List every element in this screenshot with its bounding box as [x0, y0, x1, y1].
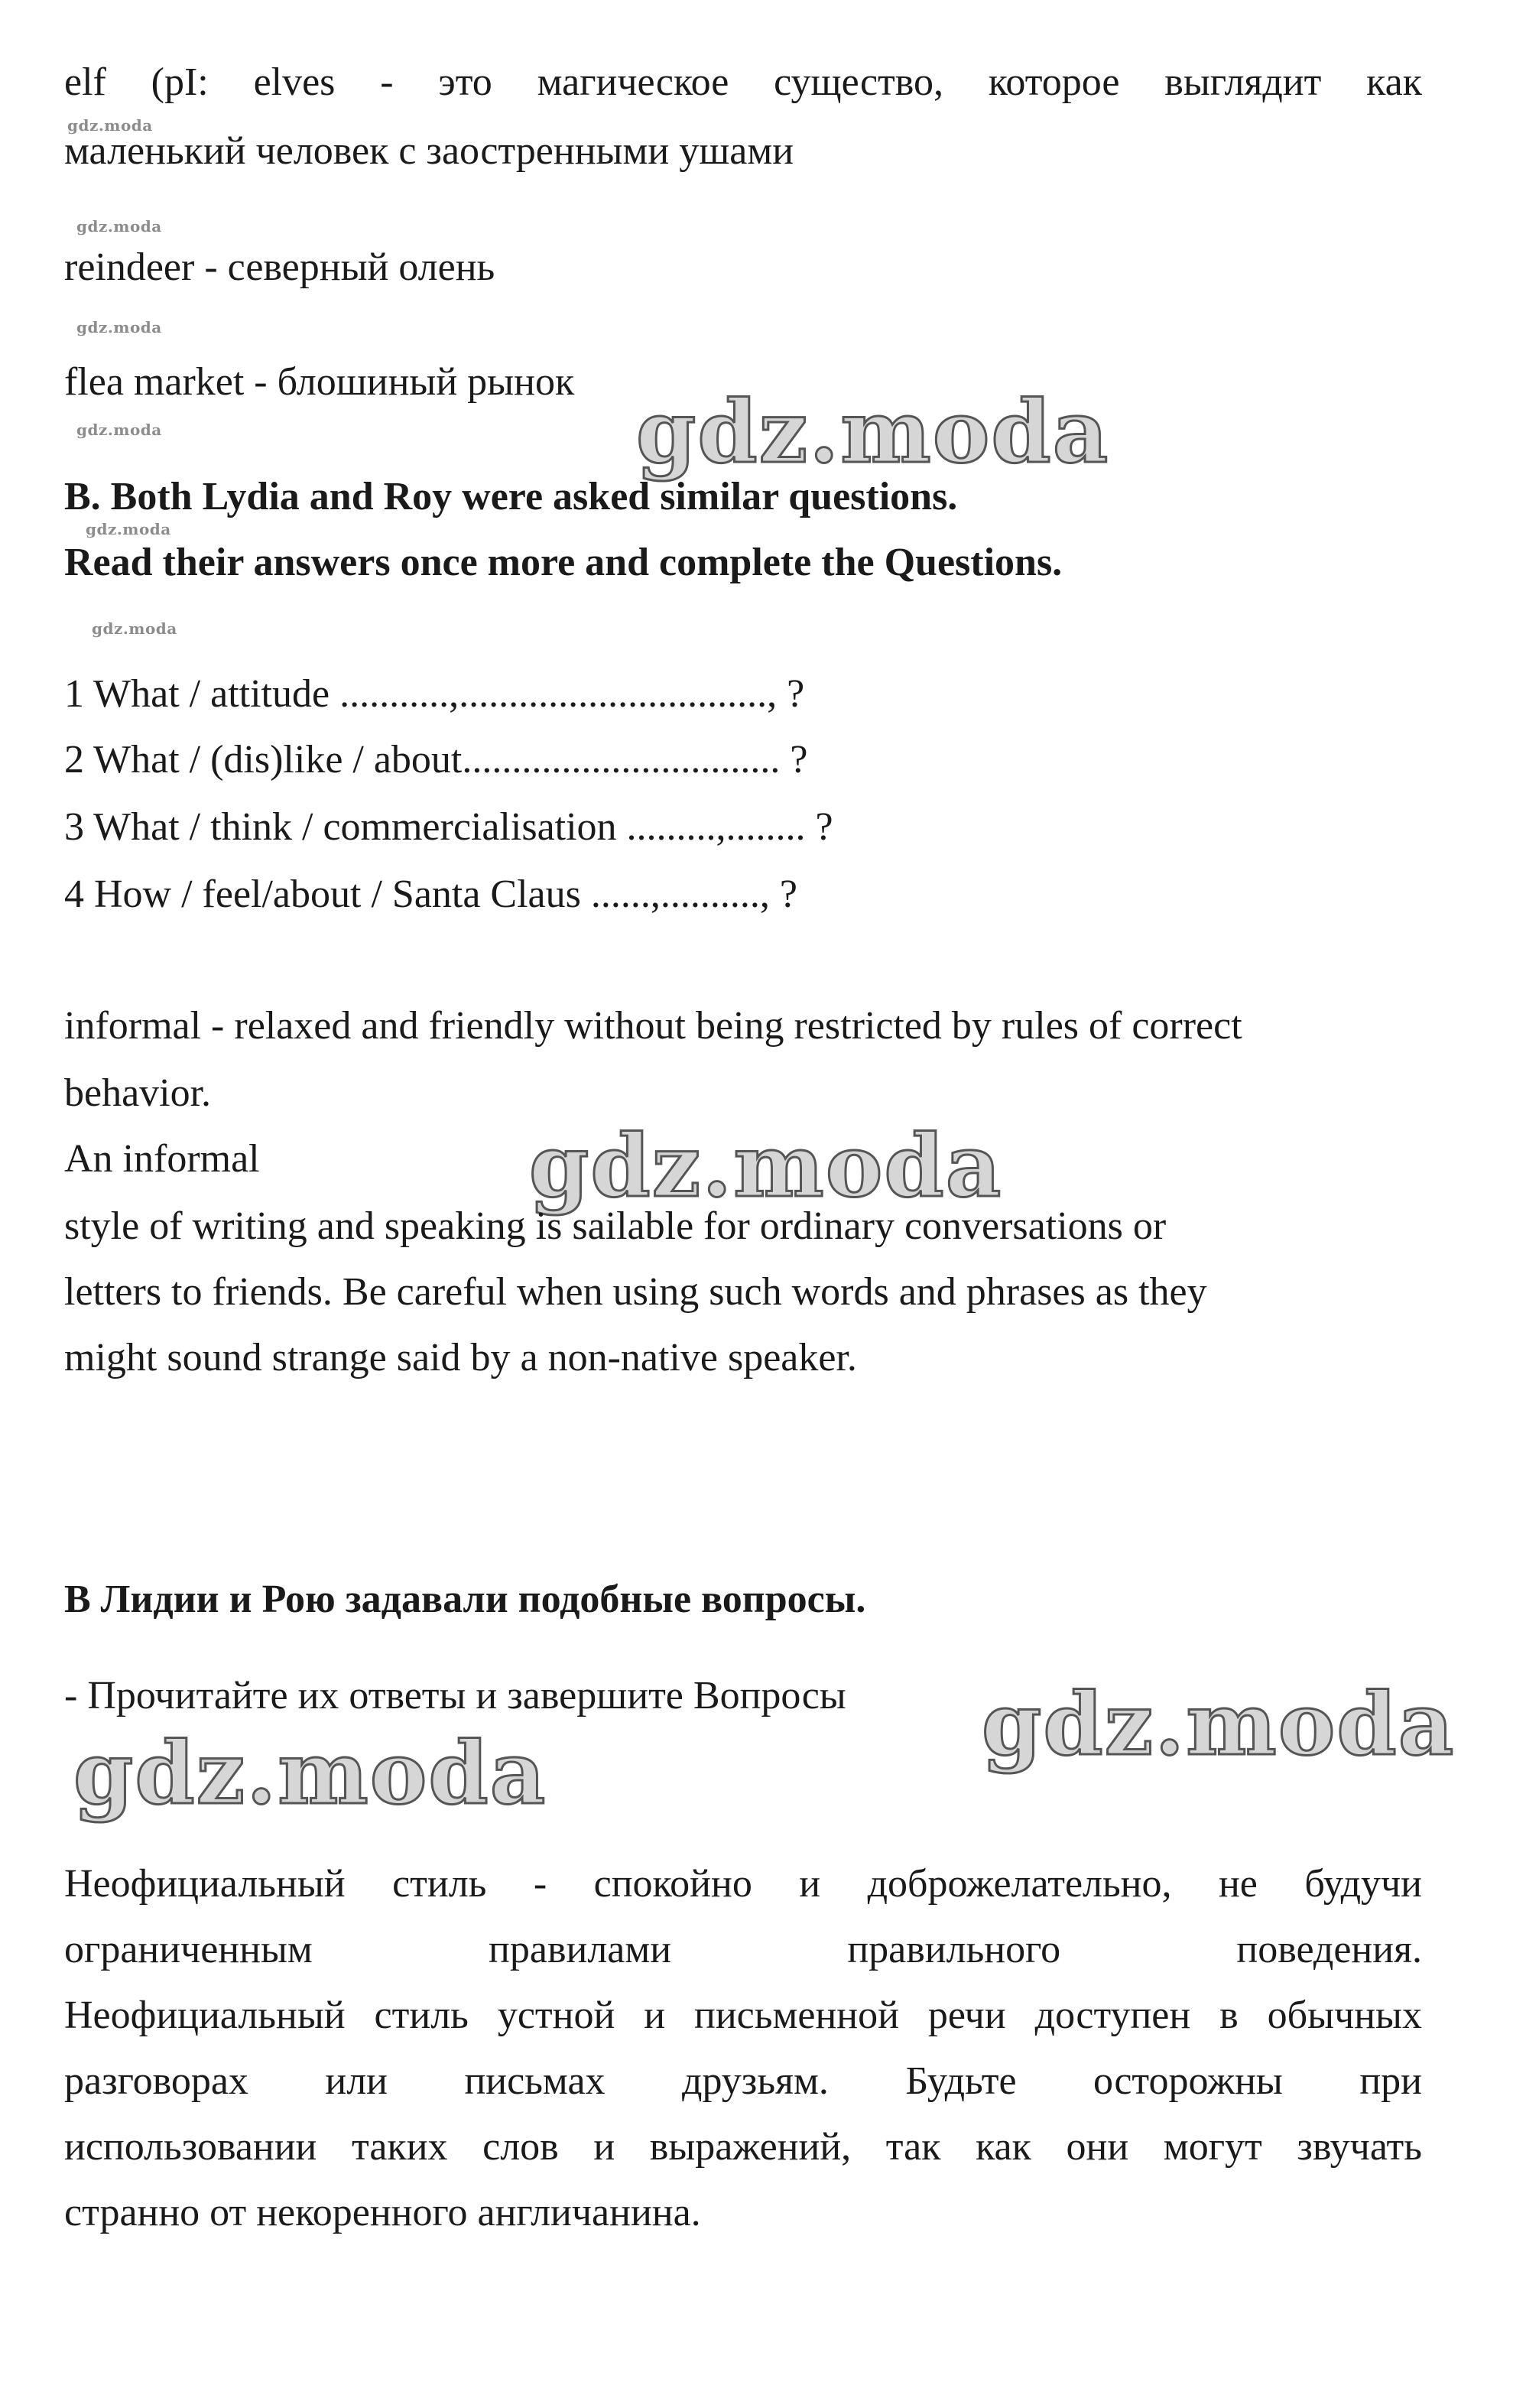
watermark-small: gdz.moda [76, 421, 162, 439]
translation-paragraph-line: Неофициальный стиль - спокойно и доброжелательно, не будучи [64, 1862, 1422, 1906]
watermark-small: gdz.moda [92, 619, 177, 638]
translation-instruction: - Прочитайте их ответы и завершите Вопросы [64, 1674, 846, 1717]
translation-paragraph-line: Неофициальный стиль устной и письменной речи доступен в обычных [64, 1994, 1422, 2037]
watermark-small: gdz.moda [86, 520, 171, 538]
watermark-big: gdz.moda [636, 382, 1110, 483]
question-item: 3 What / think / commercialisation .........,........ ? [64, 805, 833, 849]
watermark-big: gdz.moda [73, 1724, 547, 1824]
translation-paragraph-line: использовании таких слов и выражений, так как они могут звучать [64, 2125, 1422, 2169]
question-item: 2 What / (dis)like / about................................ ? [64, 738, 808, 782]
watermark-small: gdz.moda [67, 116, 153, 135]
vocab-elf-line-1: elf (pI: elves - это магическое существо, которое выглядит как [64, 60, 1422, 104]
vocab-reindeer: reindeer - северный олень [64, 245, 495, 289]
watermark-small: gdz.moda [76, 318, 162, 336]
informal-line-4: style of writing and speaking is sailable for ordinary conversations or [64, 1204, 1167, 1248]
translation-paragraph-line: странно от некоренного англичанина. [64, 2191, 701, 2234]
translation-paragraph-line: ограниченным правилами правильного поведения. [64, 1928, 1422, 1971]
question-item: 4 How / feel/about / Santa Claus ......,.........., ? [64, 873, 797, 916]
informal-line-6: might sound strange said by a non-native speaker. [64, 1336, 857, 1379]
section-b-heading-line-2: Read their answers once more and complete the Questions. [64, 541, 1063, 584]
translation-paragraph-line: разговорах или письмах друзьям. Будьте осторожны при [64, 2059, 1422, 2103]
informal-line-5: letters to friends. Be careful when using such words and phrases as they [64, 1270, 1207, 1314]
translation-heading: В Лидии и Рою задавали подобные вопросы. [64, 1578, 866, 1621]
watermark-big: gdz.moda [982, 1675, 1456, 1775]
informal-line-1: informal - relaxed and friendly without being restricted by rules of correct [64, 1004, 1242, 1048]
informal-line-3: An informal [64, 1137, 260, 1181]
watermark-big: gdz.moda [529, 1116, 1003, 1217]
vocab-flea-market: flea market - блошиный рынок [64, 360, 575, 404]
question-item: 1 What / attitude ...........,..............................., ? [64, 672, 805, 716]
informal-line-2: behavior. [64, 1071, 212, 1115]
watermark-small: gdz.moda [76, 217, 162, 236]
section-b-heading-line-1: B. Both Lydia and Roy were asked similar questions. [64, 475, 958, 518]
vocab-elf-line-2: маленький человек с заостренными ушами [64, 129, 794, 173]
